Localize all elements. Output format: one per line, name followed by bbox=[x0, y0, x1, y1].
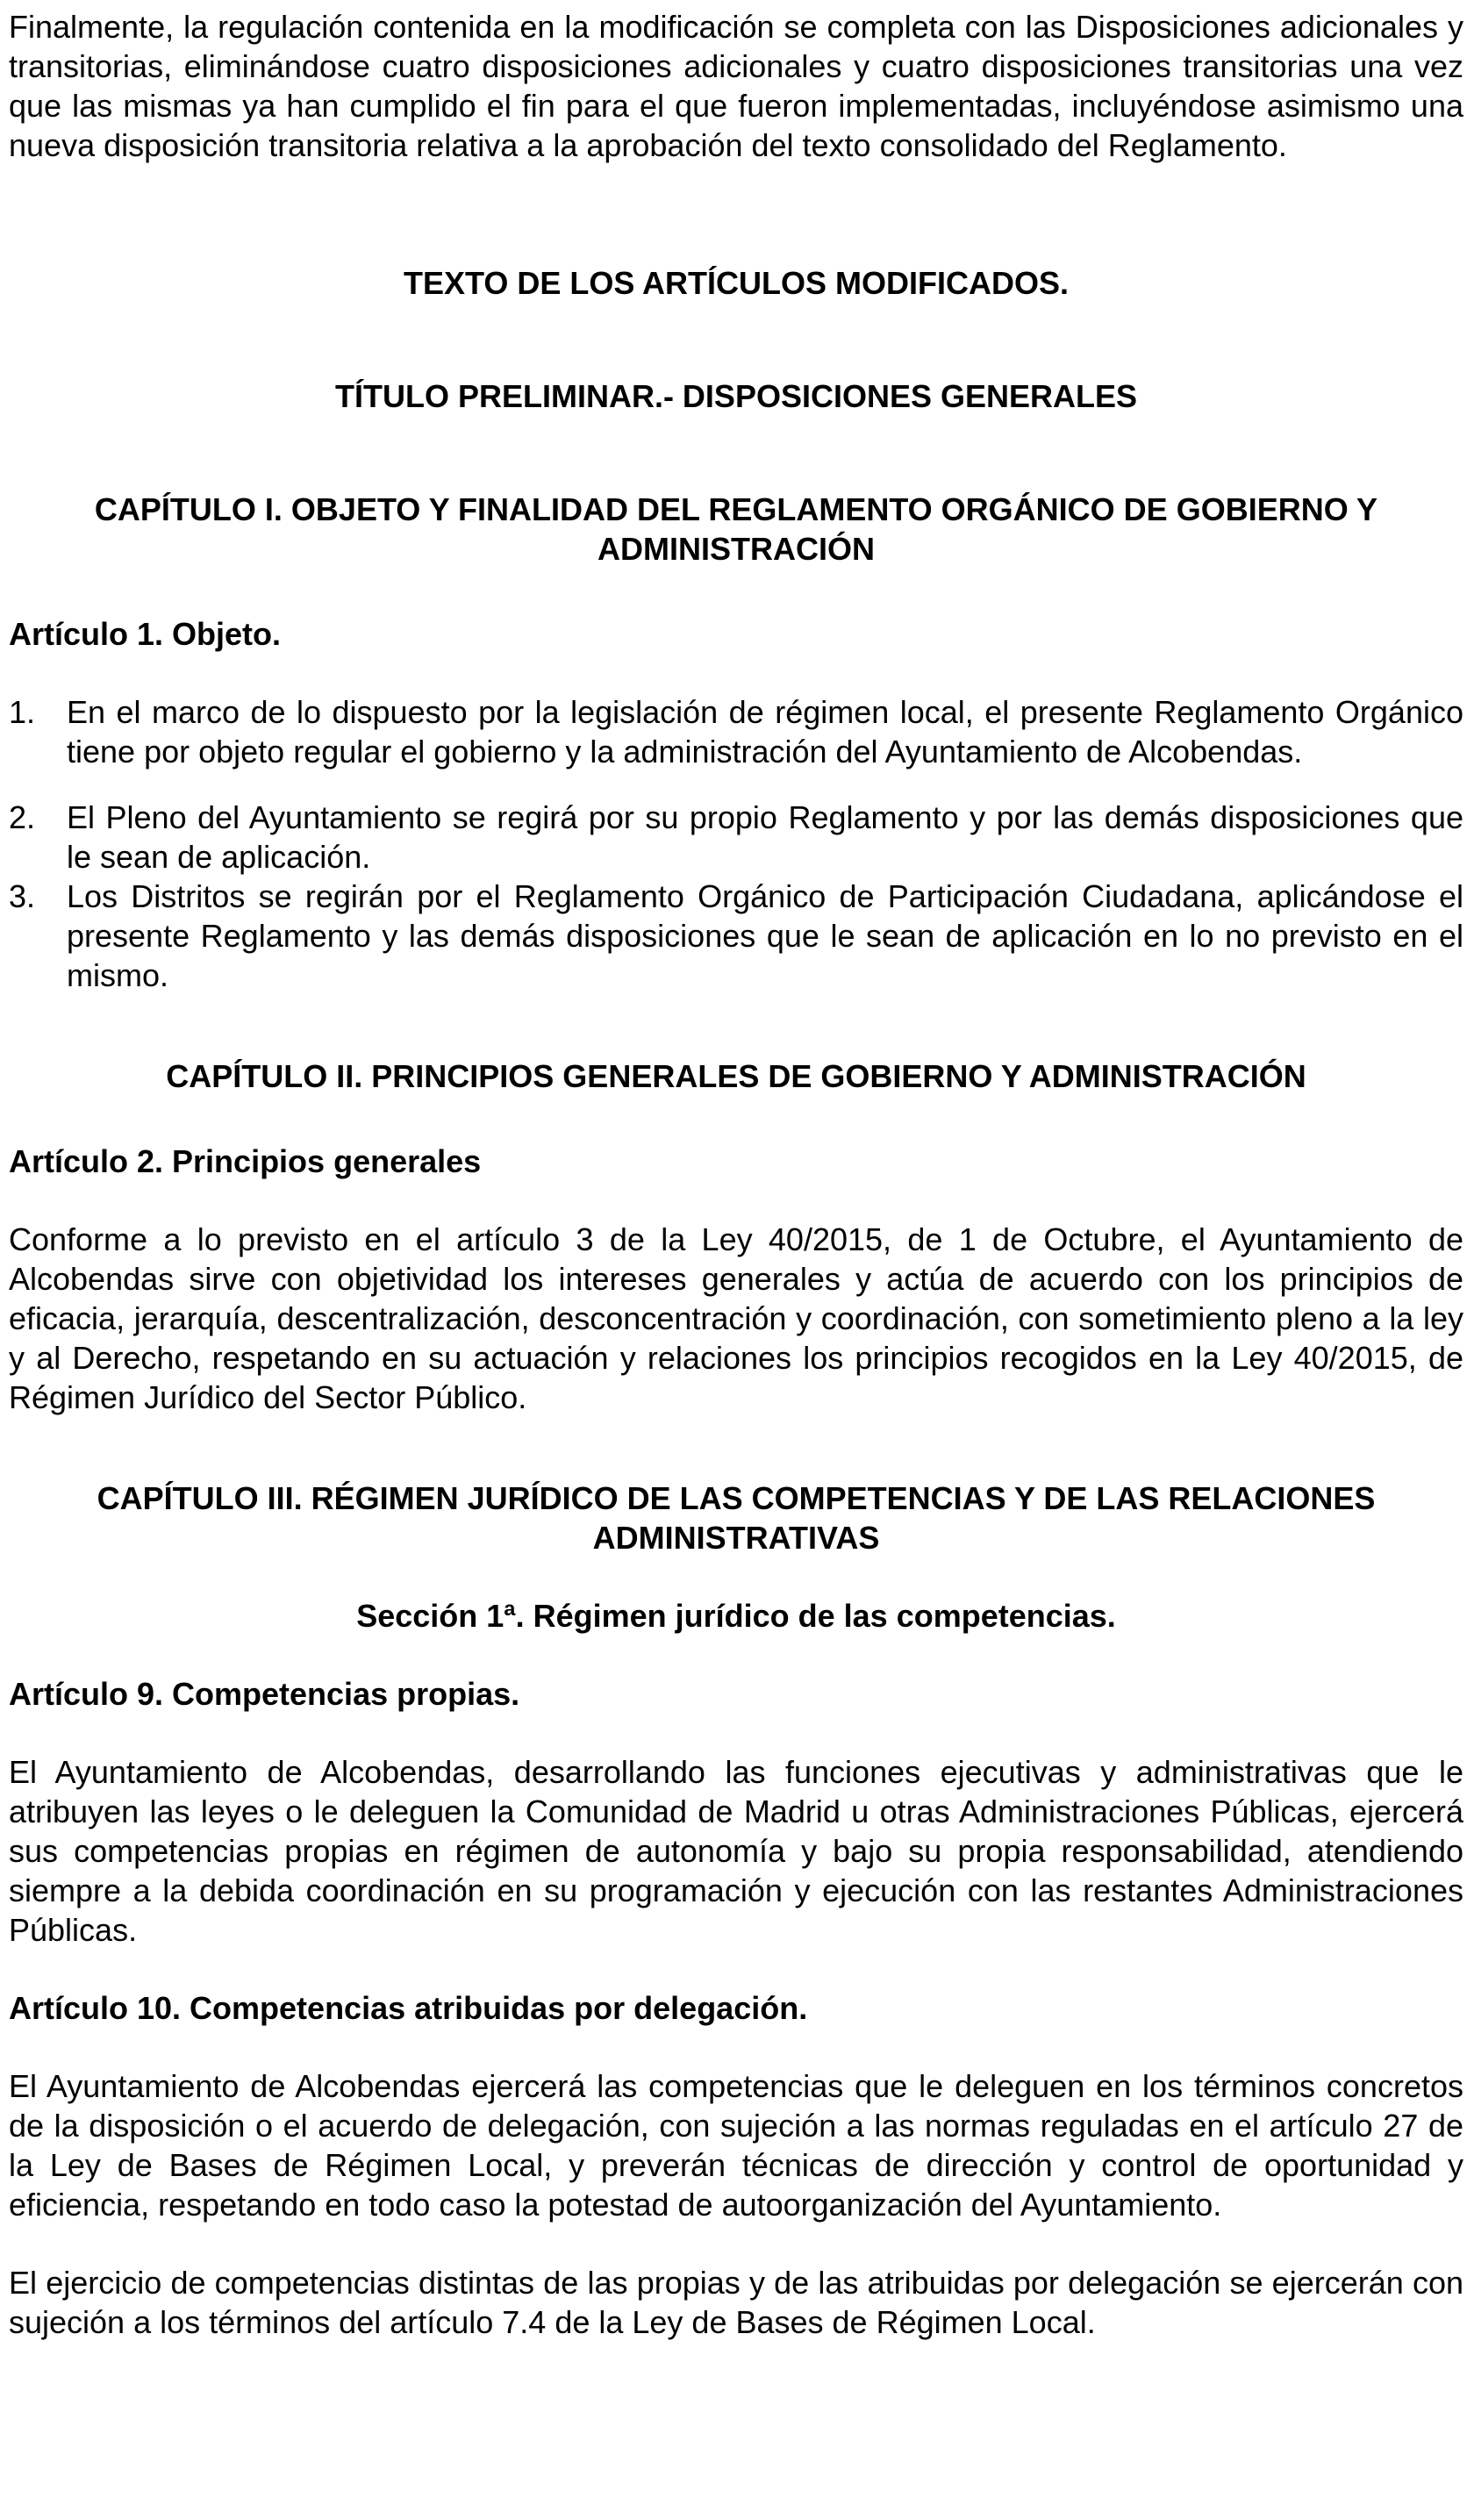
articulo-2-paragraph: Conforme a lo previsto en el artículo 3 de la Ley 40/2015, de 1 de Octubre, el Ayuntamiento de Alcobendas sirve con objetividad los intereses generales y actúa de acuerdo con los principios de eficacia, jerarquía, descentralización, desconcentración y coordinación, con sometimiento pleno a la ley y al Derecho, respetando en su actuación y relaciones los principios recogidos en la Ley 40/2015, de Régimen Jurídico del Sector Público. bbox=[9, 1221, 1463, 1415]
chapter-heading-capitulo-2: CAPÍTULO II. PRINCIPIOS GENERALES DE GOBIERNO Y ADMINISTRACIÓN bbox=[166, 1058, 1306, 1094]
ordered-list-item bbox=[9, 798, 1463, 877]
articulo-9-paragraph: El Ayuntamiento de Alcobendas, desarrollando las funciones ejecutivas y administrativas que le atribuyen las leyes o le deleguen la Comunidad de Madrid u otras Administraciones Públicas, ejercerá sus competencias propias en régimen de autonomía y bajo su propia responsabilidad, atendiendo siempre a la debida coordinación en su programación y ejecución con las restantes Administraciones Públicas. bbox=[9, 1754, 1463, 1948]
ordered-list-item bbox=[9, 877, 1463, 995]
list-item-number: 2. bbox=[9, 799, 36, 835]
section-heading-titulo-preliminar: TÍTULO PRELIMINAR.- DISPOSICIONES GENERALES bbox=[334, 378, 1138, 414]
articulo-10-heading: Artículo 10. Competencias atribuidas por delegación. bbox=[9, 1990, 808, 2026]
articulo-1-heading: Artículo 1. Objeto. bbox=[9, 616, 282, 652]
ordered-list-item bbox=[9, 692, 1463, 771]
articulo-9-heading: Artículo 9. Competencias propias. bbox=[9, 1676, 520, 1712]
section-heading-texto-modificados: TEXTO DE LOS ARTÍCULOS MODIFICADOS. bbox=[403, 265, 1070, 301]
list-item-number: 3. bbox=[9, 878, 36, 914]
list-item-text: El Pleno del Ayuntamiento se regirá por su propio Reglamento y por las demás disposiciones que le sean de aplicación. bbox=[67, 799, 1463, 875]
articulo-2-heading: Artículo 2. Principios generales bbox=[9, 1143, 482, 1179]
chapter-heading-capitulo-3: CAPÍTULO III. RÉGIMEN JURÍDICO DE LAS COMPETENCIAS Y DE LAS RELACIONES ADMINISTRATIVAS bbox=[97, 1480, 1376, 1556]
intro-paragraph: Finalmente, la regulación contenida en la modificación se completa con las Disposiciones adicionales y transitorias, eliminándose cuatro disposiciones adicionales y cuatro disposiciones transitorias una vez que las mismas ya han cumplido el fin para el que fueron implementadas, incluyéndose asimismo una nueva disposición transitoria relativa a la aprobación del texto consolidado del Reglamento. bbox=[9, 9, 1463, 163]
articulo-10-paragraph-1: El Ayuntamiento de Alcobendas ejercerá las competencias que le deleguen en los términos concretos de la disposición o el acuerdo de delegación, con sujeción a las normas reguladas en el artículo 27 de la Ley de Bases de Régimen Local, y preverán técnicas de dirección y control de oportunidad y eficiencia, respetando en todo caso la potestad de autoorganización del Ayuntamiento. bbox=[9, 2068, 1463, 2223]
articulo-10-paragraph-2: El ejercicio de competencias distintas de las propias y de las atribuidas por delegación se ejercerán con sujeción a los términos del artículo 7.4 de la Ley de Bases de Régimen Local. bbox=[9, 2265, 1463, 2340]
section-heading-seccion-1: Sección 1ª. Régimen jurídico de las competencias. bbox=[356, 1598, 1116, 1634]
articulo-1-list bbox=[9, 692, 1463, 995]
list-item-text: Los Distritos se regirán por el Reglamento Orgánico de Participación Ciudadana, aplicándose el presente Reglamento y las demás disposiciones que le sean de aplicación en lo no previsto en el mismo. bbox=[67, 878, 1463, 993]
list-item-text: En el marco de lo dispuesto por la legislación de régimen local, el presente Reglamento Orgánico tiene por objeto regular el gobierno y la administración del Ayuntamiento de Alcobendas. bbox=[67, 694, 1463, 770]
list-item-number: 1. bbox=[9, 694, 36, 730]
chapter-heading-capitulo-1: CAPÍTULO I. OBJETO Y FINALIDAD DEL REGLAMENTO ORGÁNICO DE GOBIERNO Y ADMINISTRACIÓN bbox=[94, 491, 1378, 567]
